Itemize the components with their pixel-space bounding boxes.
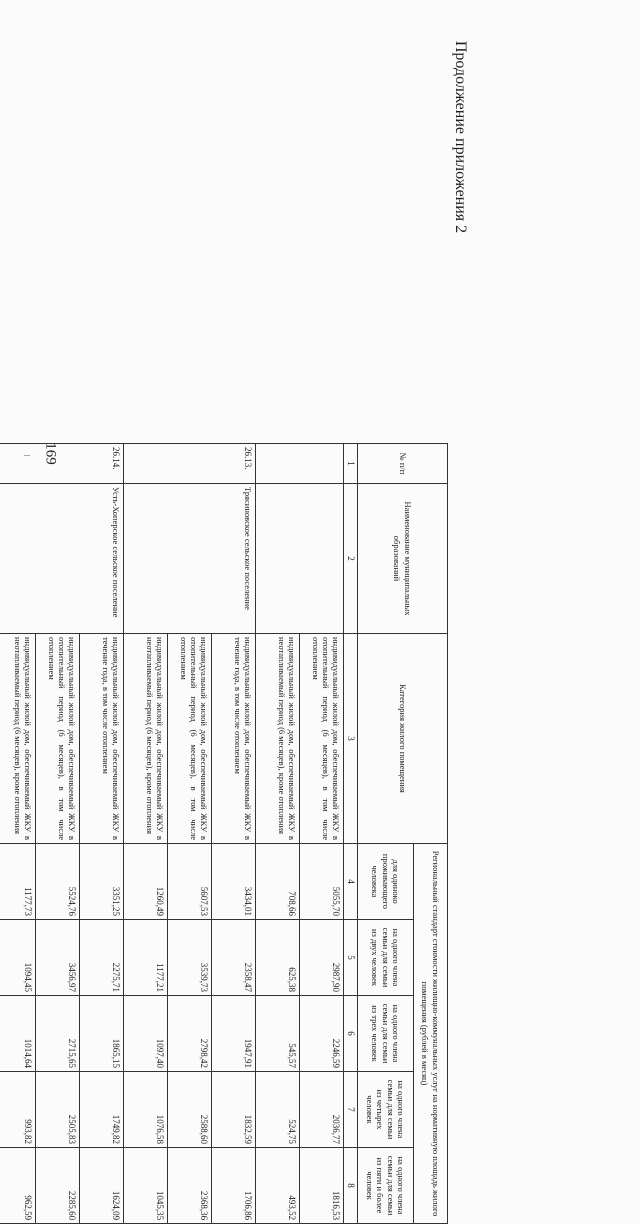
header-single: для одиноко проживающего человека [358,844,414,920]
col-number: 2 [344,484,358,634]
cost-value: 2715,65 [36,996,80,1072]
header-municipality: Наименование муниципальных образований [358,484,448,634]
header-family-3: на одного члена семьи для семьи из трех человек [358,996,414,1072]
cost-value: 1865,15 [80,996,124,1072]
row-number: 26.13. [124,444,256,484]
housing-category: индивидуальный жилой дом, обеспечиваемый ЖКУ в неотапливаемый период (6 месяцев), кроме отопления [0,634,36,844]
col-number: 7 [344,1072,358,1148]
header-family-5: на одного члена семьи для семьи из пяти и более человек [358,1148,414,1224]
cost-value: 1177,21 [124,920,168,996]
cost-value: 1947,91 [212,996,256,1072]
table-row [80,444,124,1224]
cost-value: 5055,70 [300,844,344,920]
cost-value: 3456,97 [36,920,80,996]
housing-category: индивидуальный жилой дом, обеспечиваемый ЖКУ в течение года, в том числе отоплением [80,634,124,844]
cost-value: 2246,59 [300,996,344,1072]
col-number: 1 [344,444,358,484]
header-family-2: на одного члена семьи для семьи из двух человек [358,920,414,996]
table-row [212,444,256,1224]
municipality-name [256,484,344,634]
col-number: 6 [344,996,358,1072]
housing-category: индивидуальный жилой дом, обеспечиваемый ЖКУ в течение года, в том числе отоплением [212,634,256,844]
table-body [0,444,344,1224]
cost-value: 2275,71 [80,920,124,996]
cost-value: 1832,59 [212,1072,256,1148]
col-number: 8 [344,1148,358,1224]
cost-value: 2505,83 [36,1072,80,1148]
cost-value: 545,57 [256,996,300,1072]
cost-value: 1097,40 [124,996,168,1072]
cost-value: 2036,77 [300,1072,344,1148]
municipality-name: Трясиновское сельское поселение [124,484,256,634]
cost-value: 5607,53 [168,844,212,920]
cost-value: 2987,90 [300,920,344,996]
cost-value: 993,82 [0,1072,36,1148]
cost-value: 3539,73 [168,920,212,996]
cost-value: 1624,09 [80,1148,124,1224]
appendix-continuation-note: Продолжение приложения 2 [452,40,469,234]
housing-category: индивидуальный жилой дом, обеспечиваемый ЖКУ в неотапливаемый период (6 месяцев), кроме отопления [256,634,300,844]
cost-value: 2588,60 [168,1072,212,1148]
housing-category: индивидуальный жилой дом, обеспечиваемый ЖКУ в неотапливаемый период (6 месяцев), кроме отопления [124,634,168,844]
cost-value: 2358,47 [212,920,256,996]
col-number: 4 [344,844,358,920]
cost-value: 1816,53 [300,1148,344,1224]
municipality-name: Усть-Хоперское сельское поселение [0,484,124,634]
cost-value: 1045,35 [124,1148,168,1224]
cost-value: 962,59 [0,1148,36,1224]
header-no: № п/п [358,444,448,484]
cost-value: 1014,64 [0,996,36,1072]
cost-value: 3351,25 [80,844,124,920]
col-number: 5 [344,920,358,996]
cost-value: 2798,42 [168,996,212,1072]
cost-value: 5524,76 [36,844,80,920]
cost-value: 1749,82 [80,1072,124,1148]
table-row [300,444,344,1224]
cost-value: 524,75 [256,1072,300,1148]
cost-value: 3434,01 [212,844,256,920]
rotated-table-container [0,443,448,1223]
housing-standard-table [0,443,448,1224]
housing-category: индивидуальный жилой дом, обеспечиваемый ЖКУ в отопительный период (6 месяцев), в том числе отоплением [300,634,344,844]
cost-value: 2285,60 [36,1148,80,1224]
page-number: 169 [42,442,59,465]
cost-value: 1094,45 [0,920,36,996]
housing-category: индивидуальный жилой дом, обеспечиваемый ЖКУ в отопительный период (6 месяцев), в том числе отоплением [36,634,80,844]
cost-value: 493,52 [256,1148,300,1224]
housing-category: индивидуальный жилой дом, обеспечиваемый ЖКУ в отопительный период (6 месяцев), в том числе отоплением [168,634,212,844]
cost-value: 1177,73 [0,844,36,920]
header-family-4: на одного члена семьи для семьи из четырех человек [358,1072,414,1148]
cost-value: 1076,58 [124,1072,168,1148]
cost-value: 1706,86 [212,1148,256,1224]
cost-value: 2368,36 [168,1148,212,1224]
cost-value: 1260,49 [124,844,168,920]
header-standard: Региональный стандарт стоимости жилищно-коммунальных услуг на нормативную площадь жилого помещения (рублей в месяц) [414,844,448,1224]
row-number: 26.14. [0,444,124,484]
cost-value: 625,38 [256,920,300,996]
cost-value: 708,66 [256,844,300,920]
col-number: 3 [344,634,358,844]
row-number [256,444,344,484]
header-category: Категория жилого помещения [358,634,448,844]
